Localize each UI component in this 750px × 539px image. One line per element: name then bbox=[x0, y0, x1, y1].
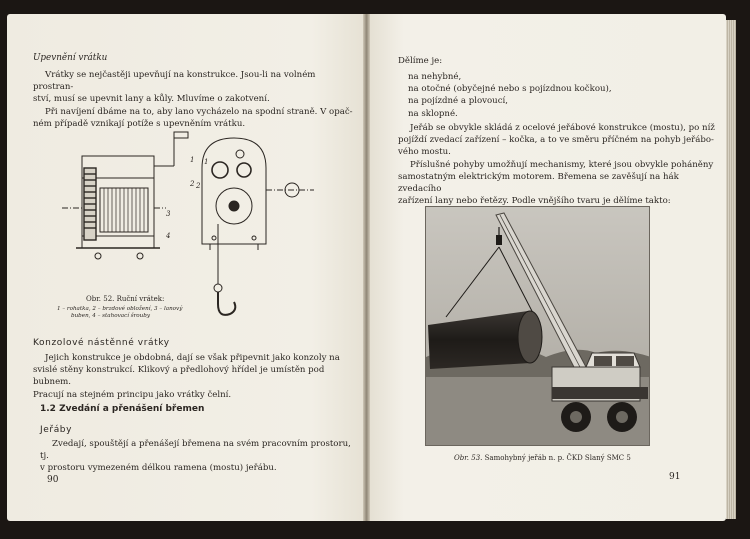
winch-frame-front bbox=[202, 138, 266, 244]
list-item: na otočné (obyčejné nebo s pojízdnou kočkou), bbox=[408, 84, 612, 95]
crane-type-list bbox=[408, 71, 612, 120]
text-line: samostatným elektrickým motorem. Břemena se zavěšují na hák zvedacího bbox=[398, 171, 679, 195]
figure-52-legend bbox=[57, 306, 197, 320]
text-line: Vrátky se nejčastěji upevňují na konstrukce. Jsou-li na volném prostran- bbox=[33, 70, 316, 93]
text-line: pojíždí zvedací zařízení – kočka, a to ve směru příčném na pohyb jeřábo- bbox=[398, 135, 714, 146]
text-line: Při navíjení dbáme na to, aby lano vycházelo na spodní straně. V opač- bbox=[45, 106, 353, 117]
text-line: vého mostu. bbox=[398, 147, 451, 158]
list-item: na nehybné, bbox=[408, 72, 462, 82]
text-line: ství, musí se upevnit lany a kůly. Mluvíme o zakotvení. bbox=[33, 94, 270, 105]
page-number-left: 90 bbox=[47, 475, 59, 485]
text-line: zařízení lany nebo řetězy. Podle vnějšího tvaru je dělíme takto: bbox=[398, 196, 671, 207]
section-heading-1-2: 1.2 Zvedání a přenášení břemen bbox=[40, 404, 205, 414]
list-item: na pojízdné a plovoucí, bbox=[408, 96, 508, 107]
paragraph-jerab-konstrukce bbox=[398, 122, 720, 207]
figure-label: 4 bbox=[166, 232, 171, 240]
caption-text: Samohybný jeřáb n. p. ČKD Slaný SMC 5 bbox=[484, 454, 631, 462]
legend-line: buben, 4 – stahovací šrouby bbox=[71, 313, 151, 319]
heading-jeraby: Jeřáby bbox=[40, 425, 73, 435]
crane-photo-illustration bbox=[426, 207, 650, 446]
figure-label: 2 bbox=[190, 180, 195, 188]
text-line: Jeřáb se obvykle skládá z ocelové jeřábové konstrukce (mostu), po níž bbox=[410, 123, 715, 133]
text-line: v prostoru vymezeném délkou ramena (mostu) jeřábu. bbox=[40, 463, 277, 474]
figure-52-caption-title: Obr. 52. Ruční vrátek: bbox=[86, 295, 165, 303]
caption-figure-number: Obr. 53. bbox=[454, 454, 483, 462]
text-line: Pracují na stejném principu jako vrátky čelní. bbox=[33, 389, 232, 400]
list-item: na sklopné. bbox=[408, 108, 458, 119]
text-line: Jejich konstrukce je obdobná, dají se však připevnit jako konzoly na bbox=[45, 353, 340, 363]
figure-label: 1 bbox=[190, 156, 195, 164]
section-title-upevneni: Upevnění vrátku bbox=[33, 53, 108, 63]
figure-label: 3 bbox=[166, 210, 171, 218]
figure-label: 1 bbox=[204, 158, 209, 166]
text-line: ném případě vznikají potíže s upevněním vrátku. bbox=[33, 118, 246, 129]
book-gutter bbox=[363, 14, 370, 521]
figure-label: 2 bbox=[196, 182, 201, 190]
text-line: svislé stěny konstrukcí. Klikový a předlohový hřídel je umístěn pod bubnem. bbox=[33, 365, 325, 388]
page-edges bbox=[726, 20, 736, 519]
paragraph-jeraby bbox=[40, 438, 358, 475]
heading-konzolove-vratky: Konzolové nástěnné vrátky bbox=[33, 338, 170, 348]
crane-photo bbox=[425, 206, 650, 446]
intro-delime: Dělíme je: bbox=[398, 56, 443, 66]
legend-line: 1 – rohatka, 2 – brzdové obložení, 3 – lanový bbox=[57, 306, 183, 312]
paragraph-konzolove bbox=[33, 352, 353, 401]
text-line: Zvedají, spouštějí a přenášejí břemena na svém pracovním prostoru, tj. bbox=[40, 439, 351, 462]
paragraph-upevneni bbox=[33, 69, 353, 130]
text-line: Příslušné pohyby umožňují mechanismy, které jsou obvykle poháněny bbox=[410, 159, 714, 170]
figure-53-caption bbox=[454, 454, 631, 463]
page-number-right: 91 bbox=[669, 472, 681, 482]
